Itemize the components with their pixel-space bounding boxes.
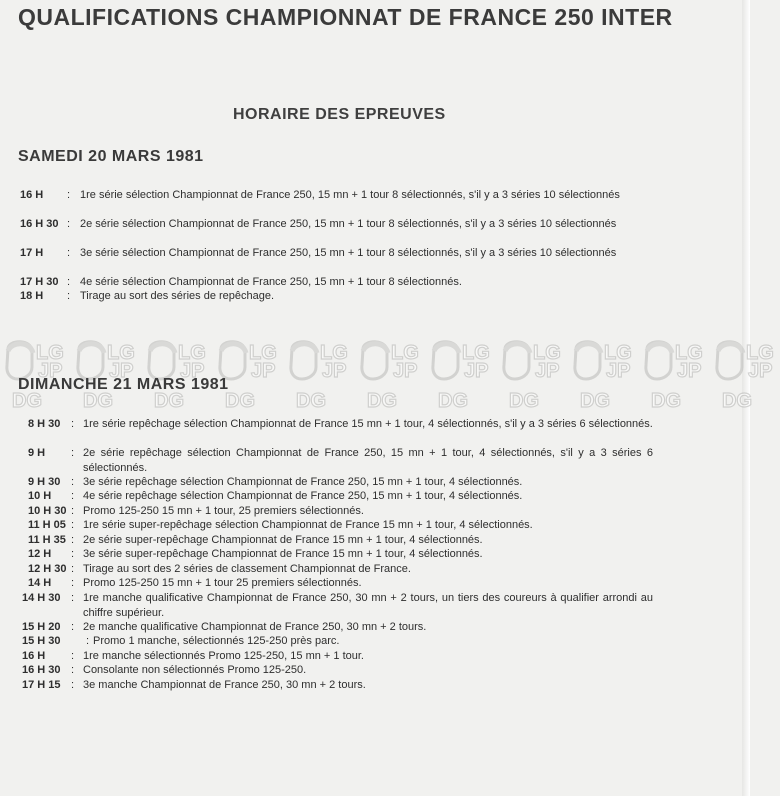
svg-text:DG: DG [12, 390, 42, 412]
schedule-entry [28, 446, 668, 475]
svg-text:LG: LG [249, 342, 277, 364]
svg-text:JP: JP [109, 360, 134, 382]
entry-colon: : [67, 276, 71, 288]
entry-time: 16 H 30 [20, 218, 59, 230]
entry-description: 3e manche Championnat de France 250, 30 mn + 2 tours. [83, 679, 366, 691]
entry-description: 1re série super-repêchage sélection Championnat de France 15 mn + 1 tour, 4 sélectionnés. [83, 519, 533, 531]
sunday-heading: DIMANCHE 21 MARS 1981 [18, 376, 229, 393]
entry-time: 9 H [28, 447, 46, 459]
svg-text:LG: LG [178, 342, 206, 364]
entry-description: 1re série sélection Championnat de France 250, 15 mn + 1 tour 8 sélectionnés, s'il y a 3 séries 10 sélectionnés [80, 189, 620, 201]
entry-description: Consolante non sélectionnés Promo 125-250. [83, 664, 307, 676]
entry-description: 3e série super-repêchage Championnat de France 15 mn + 1 tour, 4 sélectionnés. [83, 548, 483, 560]
entry-colon: : [71, 664, 75, 676]
svg-text:DG: DG [225, 390, 255, 412]
schedule-entry [28, 533, 668, 548]
watermark-logo [495, 337, 567, 415]
schedule-entry [28, 576, 668, 591]
svg-text:LG: LG [36, 342, 64, 364]
schedule-entry [28, 504, 668, 519]
svg-text:DG: DG [83, 390, 113, 412]
svg-text:LG: LG [604, 342, 632, 364]
entry-colon: : [86, 635, 90, 647]
watermark-logo [637, 337, 709, 415]
entry-colon: : [67, 189, 71, 201]
entry-description: 3e série repêchage sélection Championnat de France 250, 15 mn + 1 tour, 4 sélectionnés. [83, 476, 523, 488]
entry-time: 17 H [20, 247, 44, 259]
svg-text:LG: LG [391, 342, 419, 364]
svg-text:LG: LG [533, 342, 561, 364]
entry-time: 10 H [28, 490, 52, 502]
page-title: QUALIFICATIONS CHAMPIONNAT DE FRANCE 250 INTER [18, 4, 673, 30]
schedule-entry [22, 591, 662, 620]
watermark-logo [566, 337, 638, 415]
entry-time: 8 H 30 [28, 418, 61, 430]
entry-description: 2e manche qualificative Championnat de France 250, 30 mn + 2 tours. [83, 621, 427, 633]
entry-description: 1re manche qualificative Championnat de France 250, 30 mn + 2 tours, un tiers des coureurs à qualifier arrondi au chiffre supérieur. [83, 592, 653, 619]
watermark-logo [282, 337, 354, 415]
entry-colon: : [67, 218, 71, 230]
svg-text:LG: LG [320, 342, 348, 364]
entry-time: 17 H 15 [22, 679, 61, 691]
entry-description: Tirage au sort des séries de repêchage. [80, 290, 275, 302]
schedule-entry [22, 634, 662, 649]
watermark-logo [424, 337, 496, 415]
entry-time: 11 H 35 [28, 534, 66, 546]
entry-time: 17 H 30 [20, 276, 59, 288]
entry-colon: : [71, 563, 75, 575]
svg-text:DG: DG [722, 390, 752, 412]
entry-time: 14 H [28, 577, 52, 589]
entry-time: 10 H 30 [28, 505, 67, 517]
entry-time: 18 H [20, 290, 44, 302]
watermark-logo [353, 337, 425, 415]
svg-text:JP: JP [38, 360, 63, 382]
entry-colon: : [71, 679, 75, 691]
entry-description: 4e série repêchage sélection Championnat de France 250, 15 mn + 1 tour, 4 sélectionnés. [83, 490, 523, 502]
svg-text:LG: LG [675, 342, 703, 364]
entry-description: Tirage au sort des 2 séries de classement Championnat de France. [83, 563, 411, 575]
entry-time: 9 H 30 [28, 476, 61, 488]
svg-text:JP: JP [464, 360, 489, 382]
svg-text:JP: JP [748, 360, 773, 382]
entry-colon: : [71, 447, 75, 459]
entry-description: Promo 1 manche, sélectionnés 125-250 près parc. [93, 635, 340, 647]
entry-time: 15 H 20 [22, 621, 61, 633]
svg-text:DG: DG [367, 390, 397, 412]
svg-text:DG: DG [296, 390, 326, 412]
svg-text:DG: DG [651, 390, 681, 412]
schedule-entry [22, 649, 662, 664]
entry-colon: : [71, 476, 75, 488]
schedule-entry [28, 417, 668, 446]
entry-colon: : [71, 577, 75, 589]
svg-text:JP: JP [606, 360, 631, 382]
page-edge [742, 0, 750, 796]
entry-description: 3e série sélection Championnat de France 250, 15 mn + 1 tour 8 sélectionnés, s'il y a 3 séries 10 sélectionnés [80, 247, 617, 259]
entry-description: 2e série repêchage sélection Championnat de France 250, 15 mn + 1 tour, 4 sélectionnés, s'il y a 3 séries 6 sélectionnés. [83, 447, 653, 474]
entry-description: Promo 125-250 15 mn + 1 tour 25 premiers sélectionnés. [83, 577, 362, 589]
schedule-entry [28, 475, 668, 490]
entry-time: 14 H 30 [22, 592, 61, 604]
svg-text:DG: DG [154, 390, 184, 412]
svg-text:JP: JP [393, 360, 418, 382]
entry-description: 2e série super-repêchage Championnat de France 15 mn + 1 tour, 4 sélectionnés. [83, 534, 483, 546]
svg-text:JP: JP [180, 360, 205, 382]
entry-time: 16 H [20, 189, 44, 201]
entry-time: 16 H 30 [22, 664, 61, 676]
entry-description: 1re série repêchage sélection Championnat de France 15 mn + 1 tour, 4 sélectionnés, s'il y a 3 séries 6 sélectionnés. [83, 418, 653, 430]
svg-text:DG: DG [580, 390, 610, 412]
schedule-entry [20, 217, 660, 246]
entry-colon: : [71, 621, 75, 633]
schedule-entry [28, 547, 668, 562]
entry-colon: : [71, 505, 75, 517]
schedule-entry [20, 246, 660, 275]
svg-text:JP: JP [535, 360, 560, 382]
schedule-entry [20, 289, 660, 304]
entry-colon: : [67, 247, 71, 259]
entry-time: 11 H 05 [28, 519, 66, 531]
entry-colon: : [71, 548, 75, 560]
schedule-entry [20, 275, 660, 290]
entry-description: 2e série sélection Championnat de France 250, 15 mn + 1 tour 8 sélectionnés, s'il y a 3 séries 10 sélectionnés [80, 218, 617, 230]
entry-description: 1re manche sélectionnés Promo 125-250, 15 mn + 1 tour. [83, 650, 364, 662]
entry-time: 15 H 30 [22, 635, 61, 647]
schedule-entry [28, 518, 668, 533]
svg-text:LG: LG [746, 342, 774, 364]
entry-colon: : [71, 650, 75, 662]
entry-colon: : [71, 418, 75, 430]
entry-colon: : [71, 534, 75, 546]
schedule-entry [22, 663, 662, 678]
schedule-entry [28, 562, 668, 577]
svg-text:JP: JP [322, 360, 347, 382]
entry-time: 12 H [28, 548, 52, 560]
entry-colon: : [71, 519, 75, 531]
svg-text:LG: LG [107, 342, 135, 364]
schedule-entry [20, 188, 660, 217]
entry-colon: : [67, 290, 71, 302]
schedule-entry [28, 489, 668, 504]
entry-colon: : [71, 490, 75, 502]
entry-time: 12 H 30 [28, 563, 67, 575]
saturday-heading: SAMEDI 20 MARS 1981 [18, 148, 204, 165]
entry-description: Promo 125-250 15 mn + 1 tour, 25 premiers sélectionnés. [83, 505, 364, 517]
entry-time: 16 H [22, 650, 46, 662]
svg-text:JP: JP [251, 360, 276, 382]
svg-text:JP: JP [677, 360, 702, 382]
svg-text:DG: DG [438, 390, 468, 412]
entry-colon: : [71, 592, 75, 604]
schedule-subtitle: HORAIRE DES EPREUVES [233, 106, 446, 123]
entry-description: 4e série sélection Championnat de France 250, 15 mn + 1 tour 8 sélectionnés. [80, 276, 462, 288]
schedule-entry [22, 620, 662, 635]
svg-text:DG: DG [509, 390, 539, 412]
schedule-entry [22, 678, 662, 693]
svg-text:LG: LG [462, 342, 490, 364]
